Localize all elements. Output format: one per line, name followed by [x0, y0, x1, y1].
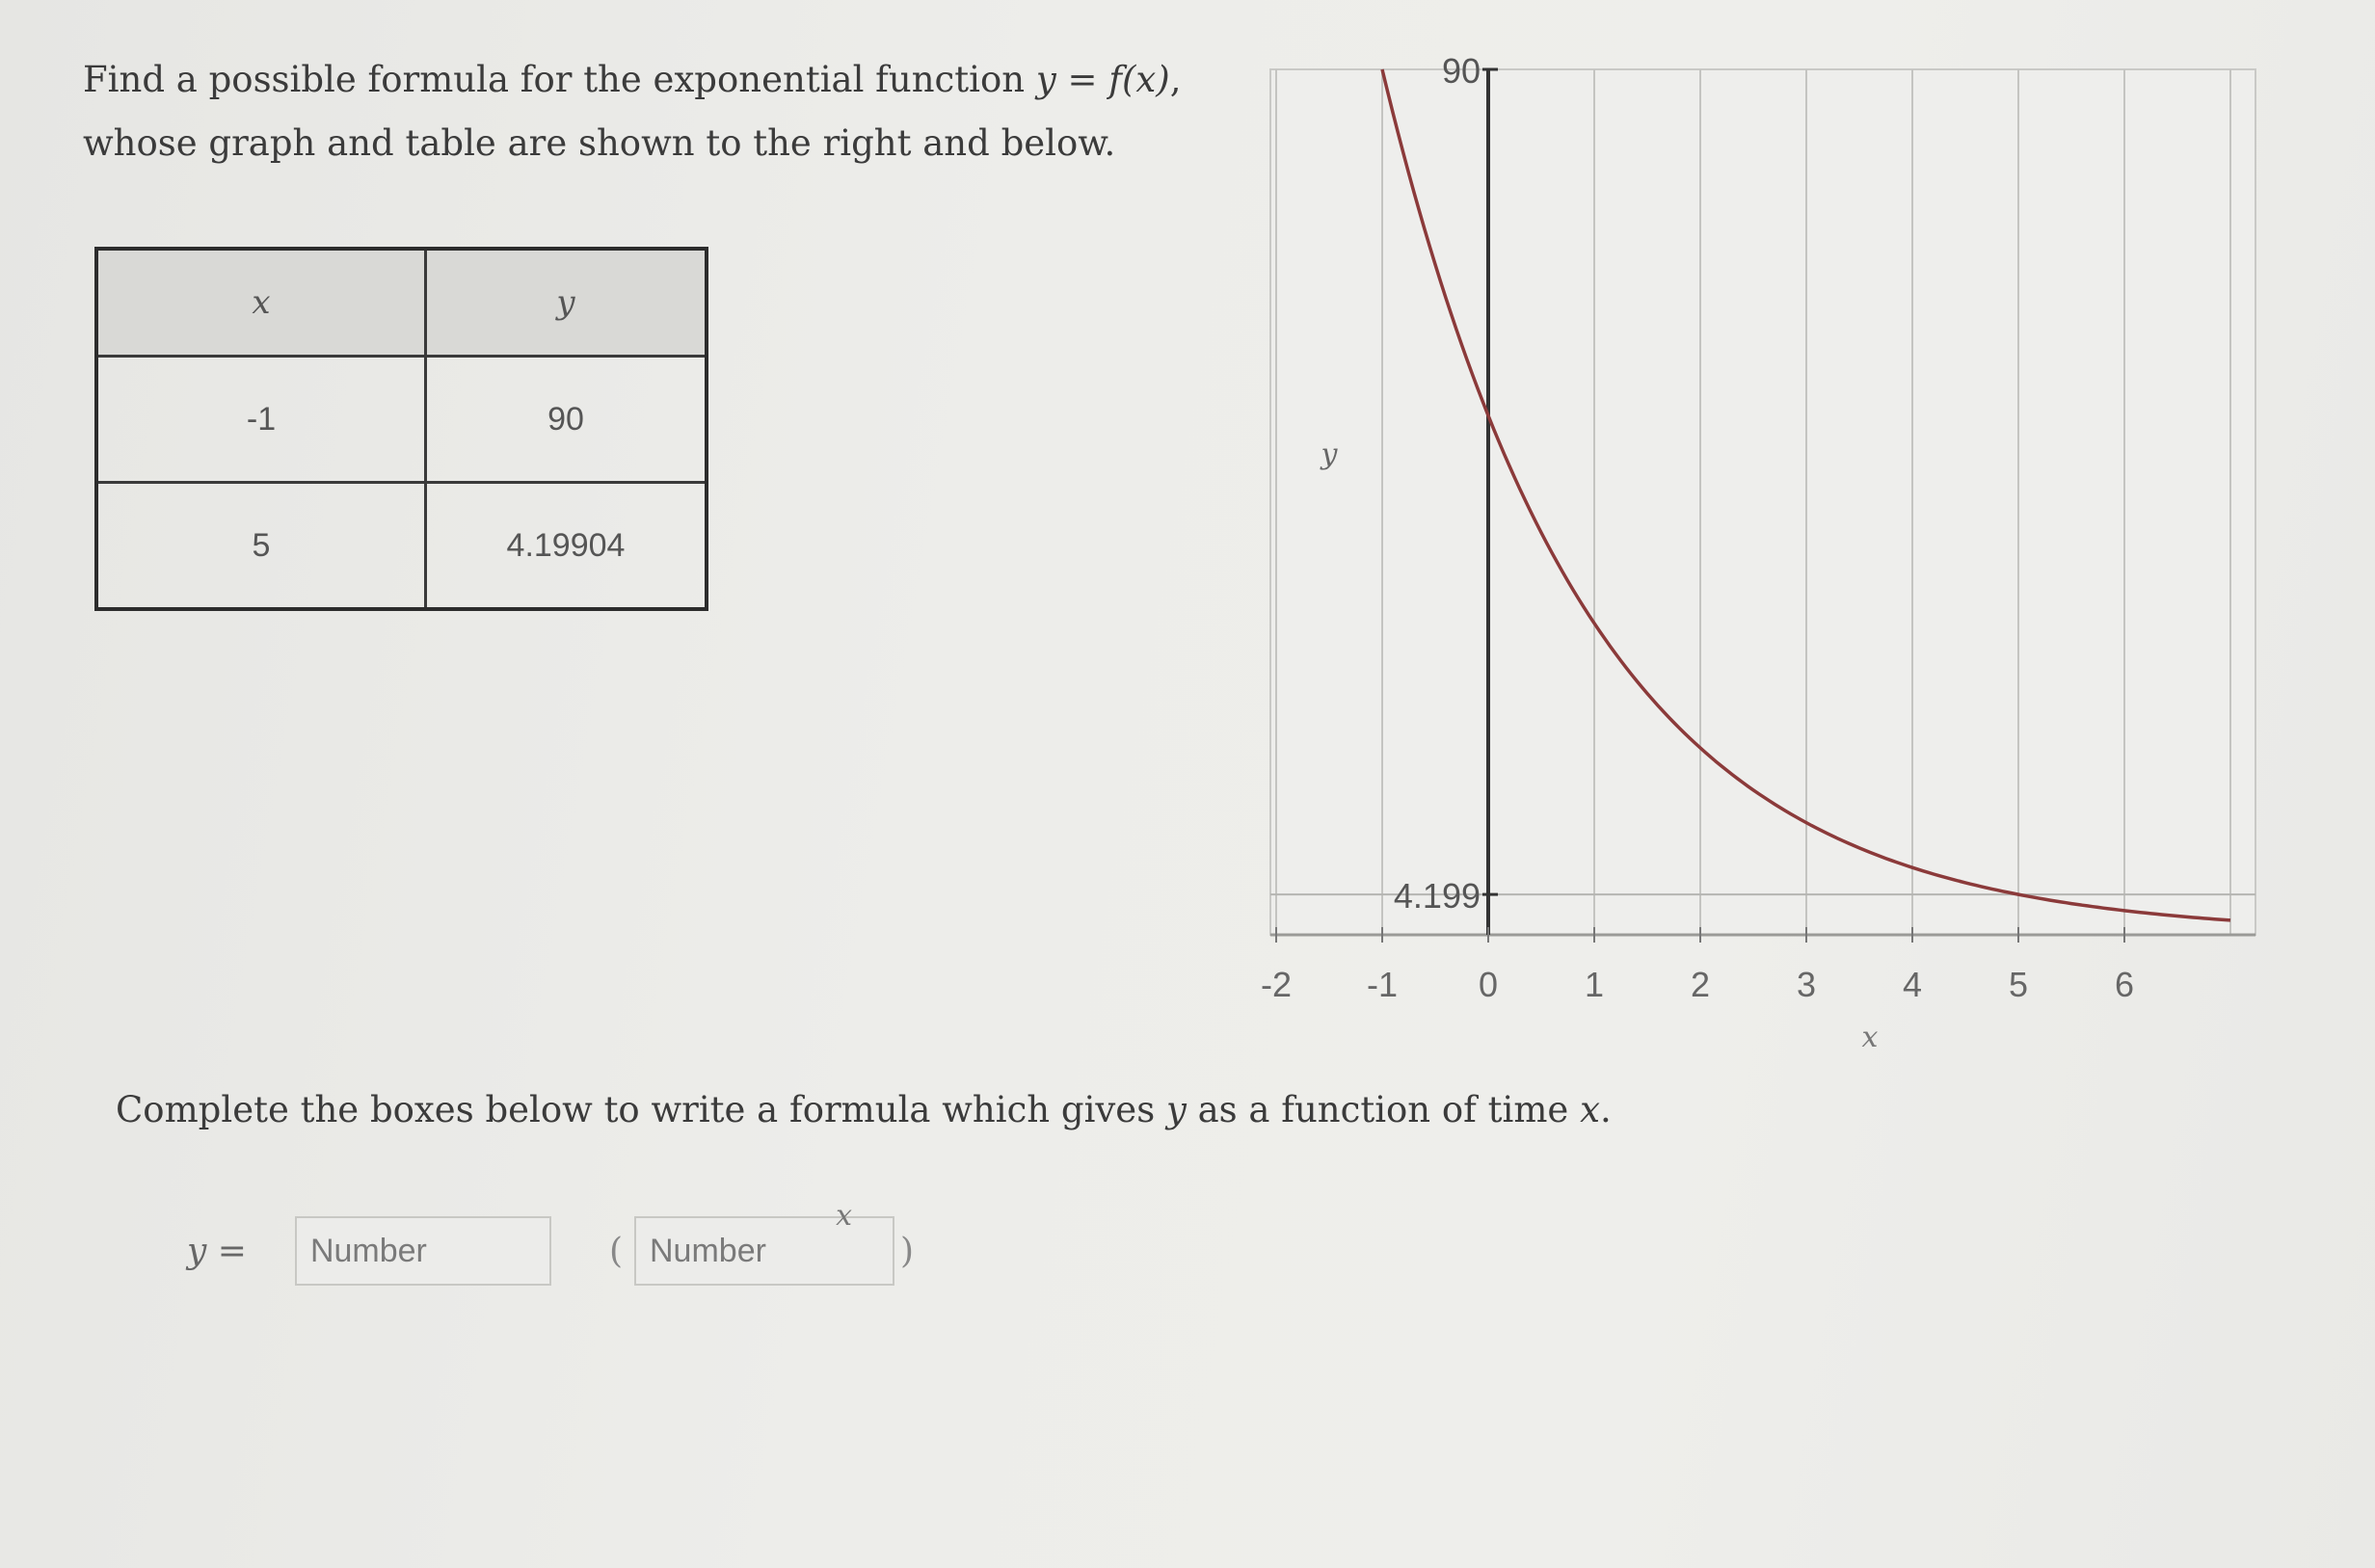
question-suffix: , whose graph and table are shown to the right and below. [83, 59, 1182, 164]
question-prefix: Find a possible formula for the exponential function [83, 59, 1036, 100]
table-cell: 5 [96, 483, 426, 610]
table-cell: 4.19904 [426, 483, 707, 610]
instruction-text [116, 1089, 1612, 1130]
base-input-wrap [634, 1199, 894, 1286]
function-expression: y = f(x) [1035, 59, 1170, 100]
question-text [83, 48, 1220, 175]
table-header-y: y [426, 249, 707, 357]
x-tick-label: 4 [1902, 965, 1923, 1004]
base-input[interactable] [634, 1216, 894, 1286]
table-row [96, 483, 707, 610]
open-paren: ( [608, 1231, 623, 1271]
x-tick-label: 5 [2008, 965, 2029, 1004]
x-tick-label: -1 [1366, 965, 1399, 1004]
graph-svg [1253, 46, 2275, 1049]
x-tick-label: -2 [1260, 965, 1293, 1004]
table-row [96, 357, 707, 483]
table-header-row [96, 249, 707, 357]
formula-lhs: y = [187, 1231, 247, 1271]
y-tick-label: 4.199 [1393, 876, 1481, 917]
x-tick-label: 2 [1690, 965, 1711, 1004]
plot-area [1270, 69, 2255, 935]
table-header-x: x [96, 249, 426, 357]
y-axis-label: y [1321, 438, 1338, 471]
x-tick-label: 3 [1796, 965, 1817, 1004]
table-cell: -1 [96, 357, 426, 483]
instruction-prefix: Complete the boxes below to write a formula which gives [116, 1089, 1166, 1130]
exponent-label: x [836, 1199, 852, 1233]
instruction-var-x: x [1580, 1089, 1600, 1130]
x-tick-label: 1 [1584, 965, 1605, 1004]
values-table [94, 247, 708, 611]
y-tick-label: 90 [1441, 51, 1481, 91]
close-paren: ) [900, 1231, 915, 1271]
instruction-var-y: y [1165, 1089, 1187, 1130]
x-tick-label: 0 [1478, 965, 1499, 1004]
x-tick-label: 6 [2114, 965, 2135, 1004]
coefficient-input[interactable] [295, 1216, 551, 1286]
table-cell: 90 [426, 357, 707, 483]
instruction-end: . [1599, 1089, 1612, 1130]
exponential-graph [1253, 46, 2275, 1049]
instruction-middle: as a function of time [1186, 1089, 1581, 1130]
formula-row [187, 1199, 915, 1288]
x-axis-label: x [1861, 1021, 1879, 1049]
